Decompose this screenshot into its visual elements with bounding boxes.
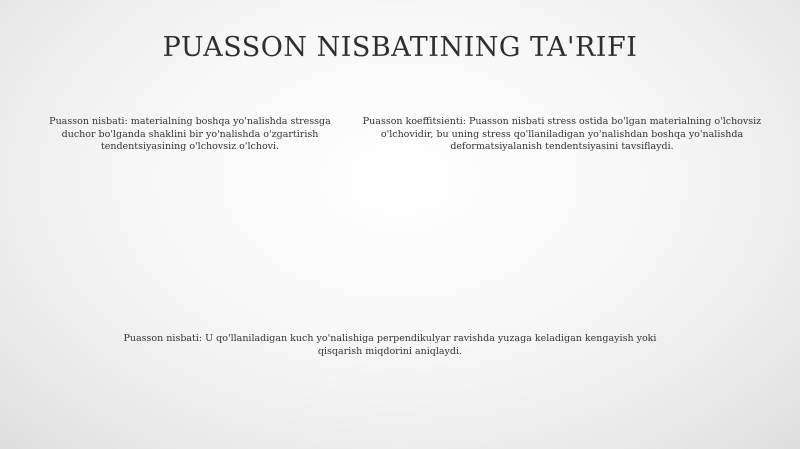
definition-paragraph-3: Puasson nisbati: U qo'llaniladigan kuch yo'nalishiga perpendikulyar ravishda yuzaga keladigan kengayish yoki qisqarish miqdorini aniqlaydi. xyxy=(123,333,657,357)
definition-paragraph-1: Puasson nisbati: materialning boshqa yo'nalishda stressga duchor bo'lganda shaklini bir yo'nalishda o'zgartirish tendentsiyasining o'lchovsiz o'lchovi. xyxy=(49,116,331,152)
definition-paragraph-2: Puasson koeffitsienti: Puasson nisbati stress ostida bo'lgan materialning o'lchovsiz o'lchovidir, bu uning stress qo'llaniladigan yo'nalishdan boshqa yo'nalishda deformatsiyalanish tendentsiyasini tavsiflaydi. xyxy=(362,116,762,152)
slide-title: PUASSON NISBATINING TA'RIFI xyxy=(162,32,638,63)
